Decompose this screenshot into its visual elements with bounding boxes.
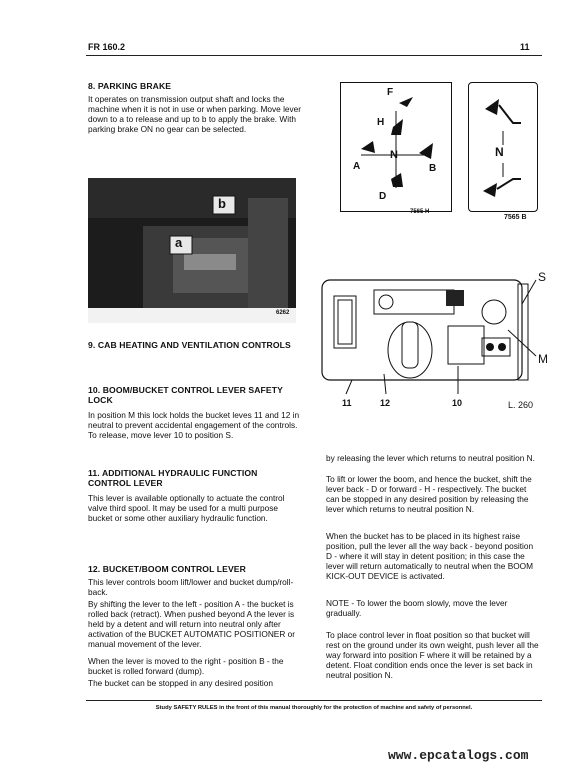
- parking-brake-photo: [88, 178, 296, 323]
- section-8-body: It operates on transmission output shaft and locks the machine when it is not in use or when parking. Move lever down to a to release and up to b to apply the brake. With parking brake ON no gear can be selected.: [88, 94, 302, 134]
- right-note: NOTE - To lower the boom slowly, move the lever gradually.: [326, 598, 508, 618]
- right-p2: To lift or lower the boom, and hence the bucket, shift the lever back - D or forward - H - respectively. The bucket can be stopped in any desired position by releasing the lever which returns to neutral position N.: [326, 474, 532, 514]
- page-number: 11: [520, 42, 530, 52]
- fig3-10-label: 10: [452, 398, 463, 408]
- manual-model: FR 160.2: [88, 42, 126, 52]
- header-rule: [86, 55, 542, 56]
- fig2-code: 7565 B: [504, 214, 527, 221]
- section-10-title: 10. BOOM/BUCKET CONTROL LEVER SAFETY LOCK: [88, 385, 283, 405]
- fig3-M-label: M: [538, 352, 548, 366]
- watermark[interactable]: www.epcatalogs.com: [388, 748, 529, 763]
- section-12-p4: The bucket can be stopped in any desired position: [88, 678, 273, 688]
- photo-label-b: b: [218, 196, 226, 211]
- pos-A-label: A: [353, 161, 361, 172]
- section-10-body: In position M this lock holds the bucket leves 11 and 12 in neutral to prevent accidental engagement of the controls. To release, move lever 10 to position S.: [88, 410, 300, 440]
- fig3-12-label: 12: [380, 398, 391, 408]
- float-positions-diagram: [468, 82, 538, 212]
- control-panel-diagram: [318, 270, 550, 410]
- pos-D-label: D: [379, 191, 387, 202]
- pos-N-label: N: [390, 149, 398, 161]
- section-12-title: 12. BUCKET/BOOM CONTROL LEVER: [88, 564, 246, 574]
- fig3-S-label: S: [538, 270, 547, 284]
- pos-H-label: H: [377, 117, 385, 128]
- section-9-title: 9. CAB HEATING AND VENTILATION CONTROLS: [88, 340, 291, 350]
- lever-positions-diagram: [340, 82, 452, 212]
- section-11-body: This lever is available optionally to actuate the control valve third spool. It may be used for a multi purpose bucket or some other auxiliary hydraulic function.: [88, 493, 285, 523]
- photo-label-a: a: [175, 235, 183, 250]
- section-11-title: 11. ADDITIONAL HYDRAULIC FUNCTION CONTROL LEVER: [88, 468, 258, 488]
- pos-F-label: F: [387, 87, 394, 98]
- right-p3: When the bucket has to be placed in its highest raise position, pull the lever all the way back - beyond position D - where it will stay in detent position; in this case the lever will return automatically to neutral when the BOOM KICK-OUT DEVICE is activated.: [326, 531, 534, 581]
- right-p1: by releasing the lever which returns to neutral position N.: [326, 453, 535, 463]
- fig3-code: L. 260: [508, 400, 534, 410]
- section-12-p3: When the lever is moved to the right - position B - the bucket is rolled forward (dump).: [88, 656, 284, 676]
- fig1-code: 7565 H: [410, 209, 430, 215]
- footer-rule: [86, 700, 542, 701]
- photo-code: 6262: [276, 310, 290, 316]
- pos-B-label: B: [429, 163, 437, 174]
- section-8-title: 8. PARKING BRAKE: [88, 81, 172, 91]
- fig3-11-label: 11: [342, 398, 352, 408]
- section-12-p1: This lever controls boom lift/lower and bucket dump/roll-back.: [88, 577, 294, 597]
- footer-safety-note: Study SAFETY RULES in the front of this manual thoroughly for the protection of machine and safety of personnel.: [155, 705, 473, 711]
- fig2-N-label: N: [495, 145, 504, 159]
- section-12-p2: By shifting the lever to the left - position A - the bucket is rolled back (retract). When pushed beyond A the lever is held by a detent and will return into neutral only after activation of the BUCKET AUTOMATIC POSITIONER or manual movement of the lever.: [88, 599, 296, 649]
- right-p4: To place control lever in float position so that bucket will rest on the ground under its own weight, push lever all the way forward into position F where it will be retained by a detent. Float condition ends once the lever is set back in neutral position N.: [326, 630, 539, 680]
